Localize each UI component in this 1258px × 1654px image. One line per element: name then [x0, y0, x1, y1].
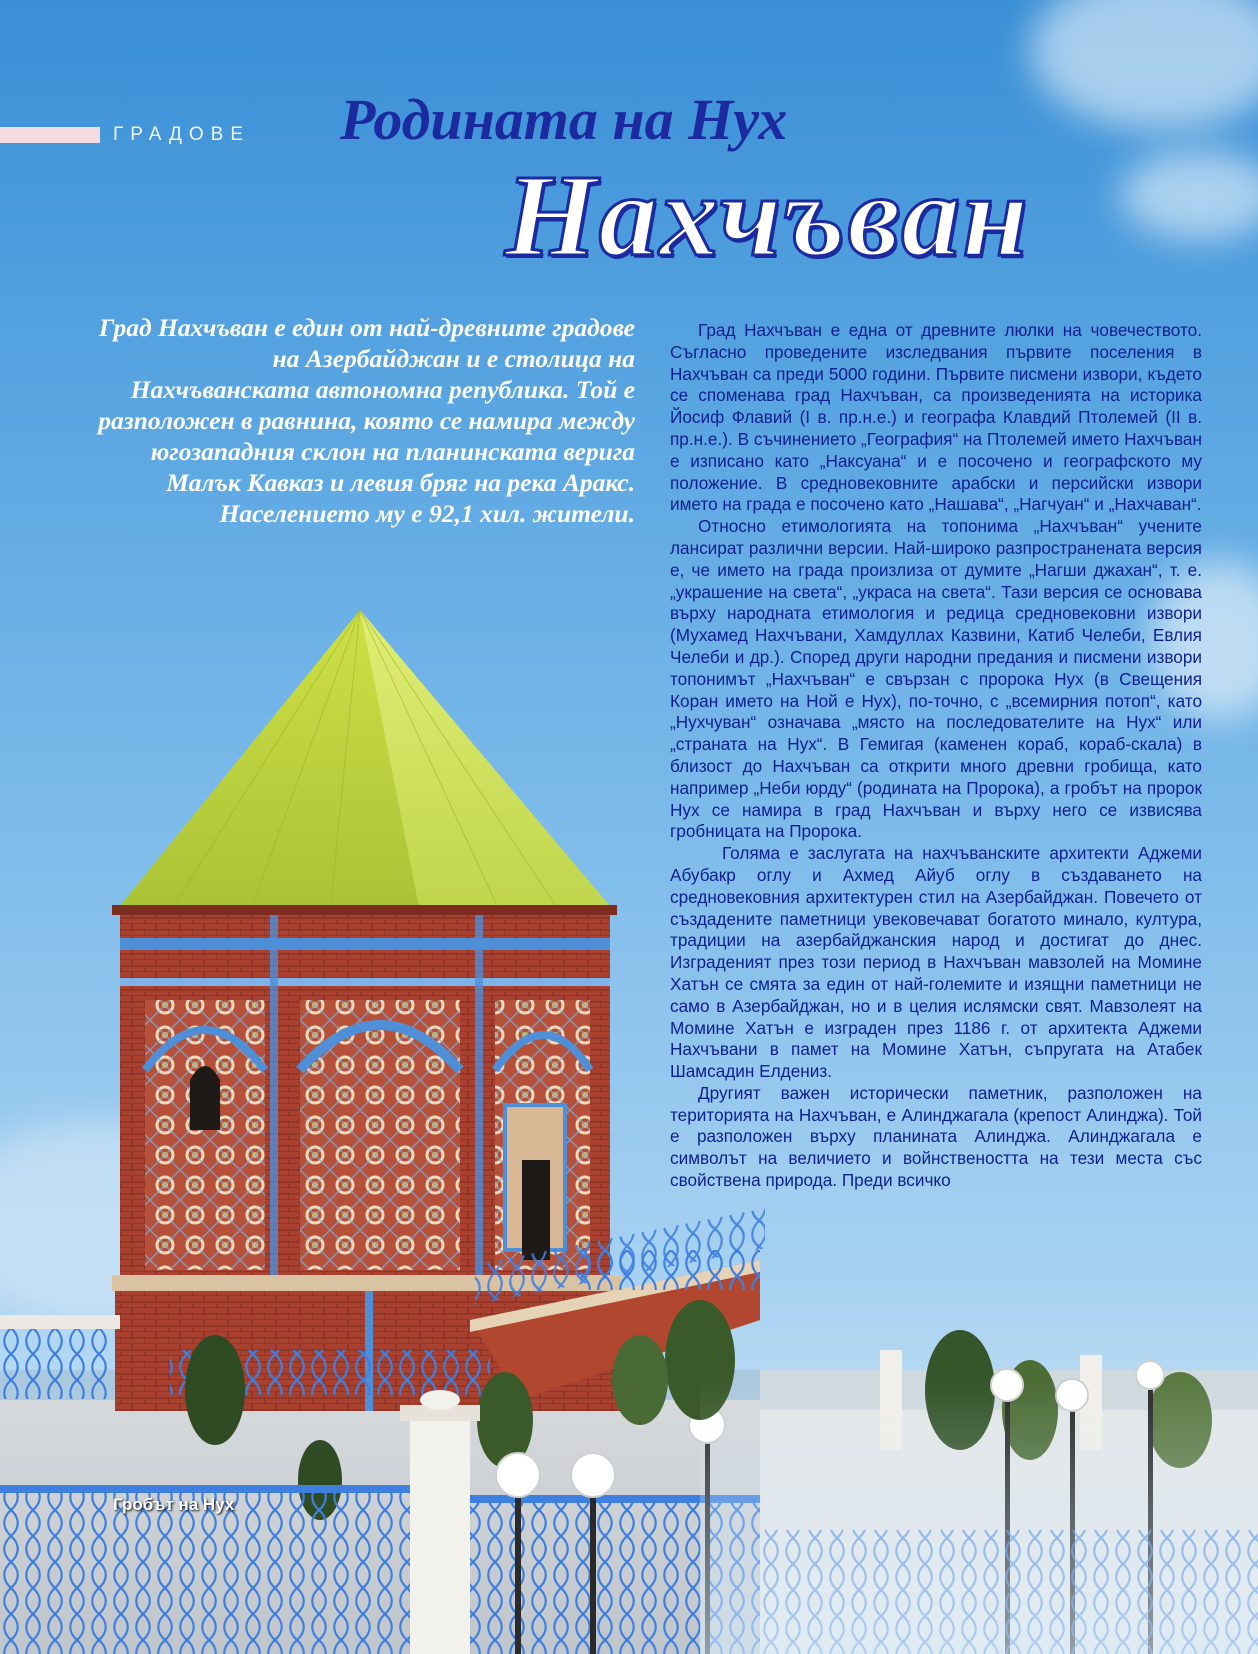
photo-fade	[700, 1380, 1258, 1654]
lead-paragraph: Град Нахчъван е един от най-древните градове на Азербайджан и е столица на Нахчъванската автономна република. Той е разположен в равнина, която се намира между югозападния склон на планинската верига Малък Кавказ и левия бряг на река Аракс. Населението му е 92,1 хил. жители.	[98, 313, 635, 528]
cloud-top-right	[1030, 0, 1258, 130]
section-label: ГРАДОВЕ	[113, 124, 250, 145]
body-paragraph: Град Нахчъван е една от древните люлки на човечеството. Съгласно проведените изследвания първите поселения в Нахчъван са преди 5000 години. Първите писмени извори, където се споменава град Нахчъван, са произведенията на историка Йосиф Флавий (I в. пр.н.е.) и географа Клавдий Птолемей (II в. пр.н.е.). В съчинението „География“ на Птолемей името Нахчъван е изписано като „Наксуана“ и е посочено и географското му положение. В средновековните арабски и персийски извори името на града е посочено като „Нашава“, „Нагчуан“ и „Нахчаван“.	[670, 320, 1202, 515]
cloud-right	[1120, 150, 1258, 240]
body-paragraph: Голяма е заслугата на нахчъванските архитекти Аджеми Абубакр оглу и Ахмед Айуб оглу в създаването на средновековния архитектурен стил на Азербайджан. Повечето от създадените паметници увековечават богатото минало, култура, традиции на азербайджанския народ и достигат до днес. Изграденият през този период в Нахчъван мавзолей на Момине Хатън се смята за един от най-големите и изящни паметници не само в Азербайджан, но и в целия ислямски свят. Мавзолеят на Момине Хатън е изграден през 1186 г. от архитекта Аджеми Нахчъвани в памет на Момине Хатън, съпругата на Атабек Шамсадин Елдениз.	[670, 843, 1202, 1082]
photo-caption: Гробът на Нух	[113, 1495, 235, 1514]
article-title: Нахчъван	[505, 150, 1030, 281]
body-paragraph: Другият важен исторически паметник, разположен на територията на Нахчъван, е Алинджагала (крепост Алинджа). Той е разположен върху планината Алинджа. Алинджагала е символът на величието и войнствеността на тези места със свойствена природа. Преди всичко	[670, 1082, 1202, 1191]
article-subtitle: Родината на Нух	[340, 87, 788, 152]
body-paragraph: Относно етимологията на топонима „Нахчъван“ учените лансират различни версии. Най-широко разпространената версия е, че името на града произлиза от думите „Нагши джахан“, т. е. „украшение на света“, „украса на света“. Тази версия се основава върху народната етимология и редица средновековни извори (Мухамед Нахчъвани, Хамдуллах Казвини, Катиб Челеби, Евлия Челеби и др.). Според други народни предания и писмени извори топонимът „Нахчъван“ е свързан с пророка Нух (в Свещения Коран името на Ной е Нух), по-точно, с „всемирния потоп“, като „Нухчуван“ означава „място на последователите на Нух“ или „страната на Нух“. В Гемигая (каменен кораб, кораб-скала) в близост до Нахчъван са открити много древни гробища, като например „Неби юрду“ (родината на Пророка), а гробът на пророк Нух се намира в град Нахчъван и върху него се извисява гробницата на Пророка.	[670, 516, 1202, 842]
section-bar	[0, 127, 100, 143]
